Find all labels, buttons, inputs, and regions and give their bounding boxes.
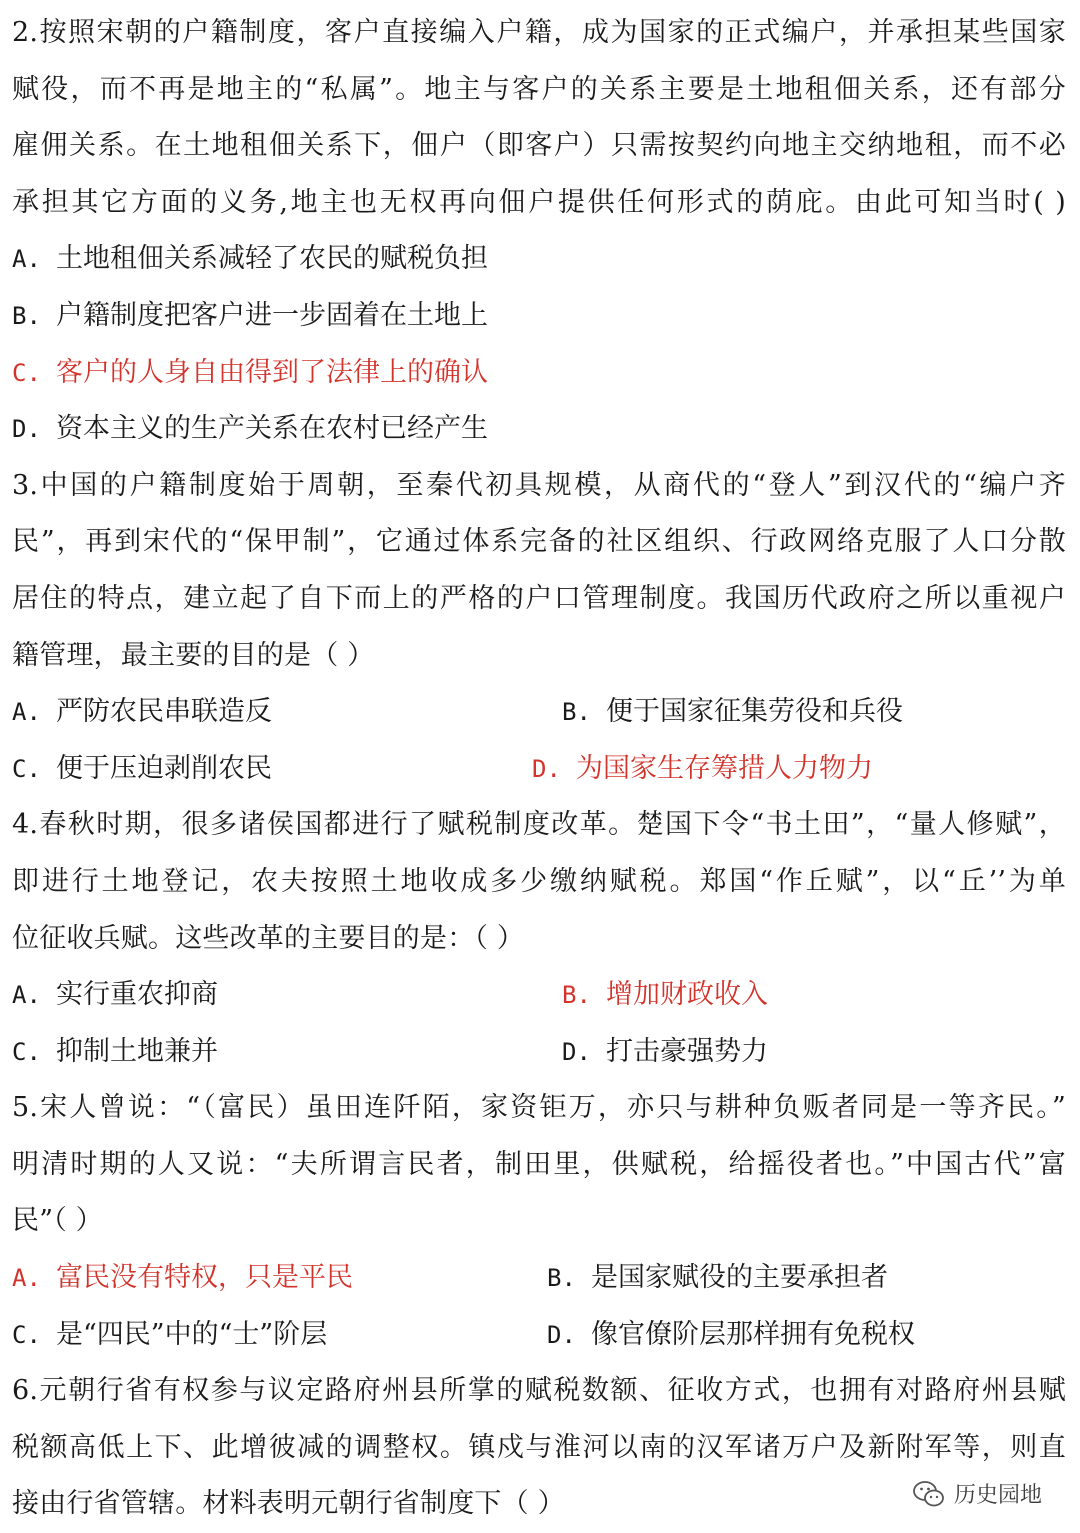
option-letter: D.: [532, 754, 561, 783]
question-3: [12, 458, 1066, 798]
option-text: 抑制土地兼并: [56, 1035, 218, 1067]
option-text: 是国家赋役的主要承担者: [591, 1262, 888, 1294]
question-3-option-c: [12, 741, 532, 798]
option-text: 客户的人身自由得到了法律上的确认: [56, 356, 488, 388]
option-letter: D.: [12, 415, 41, 444]
question-3-option-a: [12, 684, 562, 741]
question-5-option-b: [547, 1250, 888, 1307]
option-text: 实行重农抑商: [56, 979, 218, 1011]
option-text: 严防农民串联造反: [56, 696, 272, 728]
option-letter: C.: [12, 358, 41, 387]
question-4-options-ab: [12, 967, 1066, 1024]
question-2: [12, 5, 1066, 458]
option-letter: D.: [562, 1037, 591, 1066]
question-2-option-c: [12, 345, 1066, 402]
question-2-option-d: [12, 401, 1066, 458]
option-letter: B.: [562, 698, 591, 727]
option-letter: A.: [12, 245, 41, 274]
option-letter: A.: [12, 981, 41, 1010]
question-4-option-d: [562, 1024, 768, 1081]
question-5-option-c: [12, 1307, 547, 1364]
question-2-line-1: 2.按照宋朝的户籍制度，客户直接编入户籍，成为国家的正式编户，并承担某些国家: [12, 17, 1066, 48]
option-text: 户籍制度把客户进一步固着在土地上: [56, 299, 488, 331]
option-text: 便于压迫剥削农民: [56, 752, 272, 784]
option-letter: B.: [547, 1264, 576, 1293]
option-letter: B.: [12, 301, 41, 330]
option-text: 资本主义的生产关系在农村已经产生: [56, 413, 488, 445]
question-3-line-1: 3.中国的户籍制度始于周朝，至秦代初具规模，从商代的“登人”到汉代的“编户齐: [12, 469, 1066, 501]
option-text: 富民没有特权，只是平民: [56, 1262, 353, 1294]
option-letter: C.: [12, 754, 41, 783]
question-3-option-d: [532, 741, 873, 798]
option-text: 便于国家征集劳役和兵役: [606, 696, 903, 728]
option-text: 是“四民”中的“士”阶层: [56, 1318, 328, 1350]
question-2-line-2: 赋役，而不再是地主的“私属”。地主与客户的关系主要是土地租佃关系，还有部分: [12, 73, 1066, 105]
question-3-options-cd: [12, 741, 1066, 798]
question-5-line-1: 5.宋人曾说：“（富民）虽田连阡陌，家资钜万，亦只与耕种负贩者同是一等齐民。”: [12, 1092, 1066, 1124]
question-2-option-a: [12, 231, 1066, 288]
question-5-option-a: [12, 1250, 547, 1307]
option-letter: C.: [12, 1320, 41, 1349]
question-4-option-c: [12, 1024, 562, 1081]
option-text: 像官僚阶层那样拥有免税权: [591, 1318, 915, 1350]
option-letter: B.: [562, 981, 591, 1010]
question-2-line-3: 雇佣关系。在土地租佃关系下，佃户（即客户）只需按契约向地主交纳地租，而不必: [12, 130, 1066, 162]
question-5-line-3: 民”（ ）: [12, 1205, 103, 1237]
option-letter: D.: [547, 1320, 576, 1349]
question-2-line-4: 承担其它方面的义务,地主也无权再向佃户提供任何形式的荫庇。由此可知当时( ): [12, 186, 1066, 218]
question-4-options-cd: [12, 1024, 1066, 1081]
question-4-option-b: [562, 967, 768, 1024]
question-2-option-b: [12, 288, 1066, 345]
question-6-line-2: 税额高低上下、此增彼减的调整权。镇戍与淮河以南的汉军诸万户及新附军等，则直: [12, 1431, 1066, 1463]
question-3-line-3: 居住的特点，建立起了自下而上的严格的户口管理制度。我国历代政府之所以重视户: [12, 582, 1066, 614]
question-5: [12, 1080, 1066, 1363]
question-5-options-ab: [12, 1250, 1066, 1307]
question-5-options-cd: [12, 1307, 1066, 1364]
question-4: [12, 797, 1066, 1080]
question-3-options-ab: [12, 684, 1066, 741]
question-5-option-d: [547, 1307, 915, 1364]
option-text: 打击豪强势力: [606, 1035, 768, 1067]
question-4-line-3: 位征收兵赋。这些改革的主要目的是：（ ）: [12, 922, 525, 954]
question-3-option-b: [562, 684, 903, 741]
option-text: 增加财政收入: [606, 979, 768, 1011]
question-4-line-2: 即进行土地登记，农夫按照土地收成多少缴纳赋税。郑国“作丘赋”，以“丘’’为单: [12, 865, 1066, 897]
wechat-icon: [912, 1480, 946, 1508]
watermark-text: 历史园地: [953, 1483, 1042, 1508]
option-letter: A.: [12, 698, 41, 727]
question-4-option-a: [12, 967, 562, 1024]
question-5-line-2: 明清时期的人又说：“夫所谓言民者，制田里，供赋税，给摇役者也。”中国古代”富: [12, 1148, 1066, 1180]
watermark: [906, 1476, 1048, 1511]
question-6-line-1: 6.元朝行省有权参与议定路府州县所掌的赋税数额、征收方式，也拥有对路府州县赋: [12, 1375, 1066, 1407]
question-6-line-3: 接由行省管辖。材料表明元朝行省制度下（ ）: [12, 1488, 565, 1520]
option-letter: A.: [12, 1264, 41, 1293]
option-text: 为国家生存筹措人力物力: [576, 752, 873, 784]
question-4-line-1: 4.春秋时期，很多诸侯国都进行了赋税制度改革。楚国下令“书土田”，“量人修赋”，: [12, 809, 1066, 841]
question-3-line-4: 籍管理，最主要的目的是（ ）: [12, 639, 375, 671]
question-3-line-2: 民”，再到宋代的“保甲制”，它通过体系完备的社区组织、行政网络克服了人口分散: [12, 526, 1066, 558]
option-text: 土地租佃关系减轻了农民的赋税负担: [56, 243, 488, 275]
option-letter: C.: [12, 1037, 41, 1066]
